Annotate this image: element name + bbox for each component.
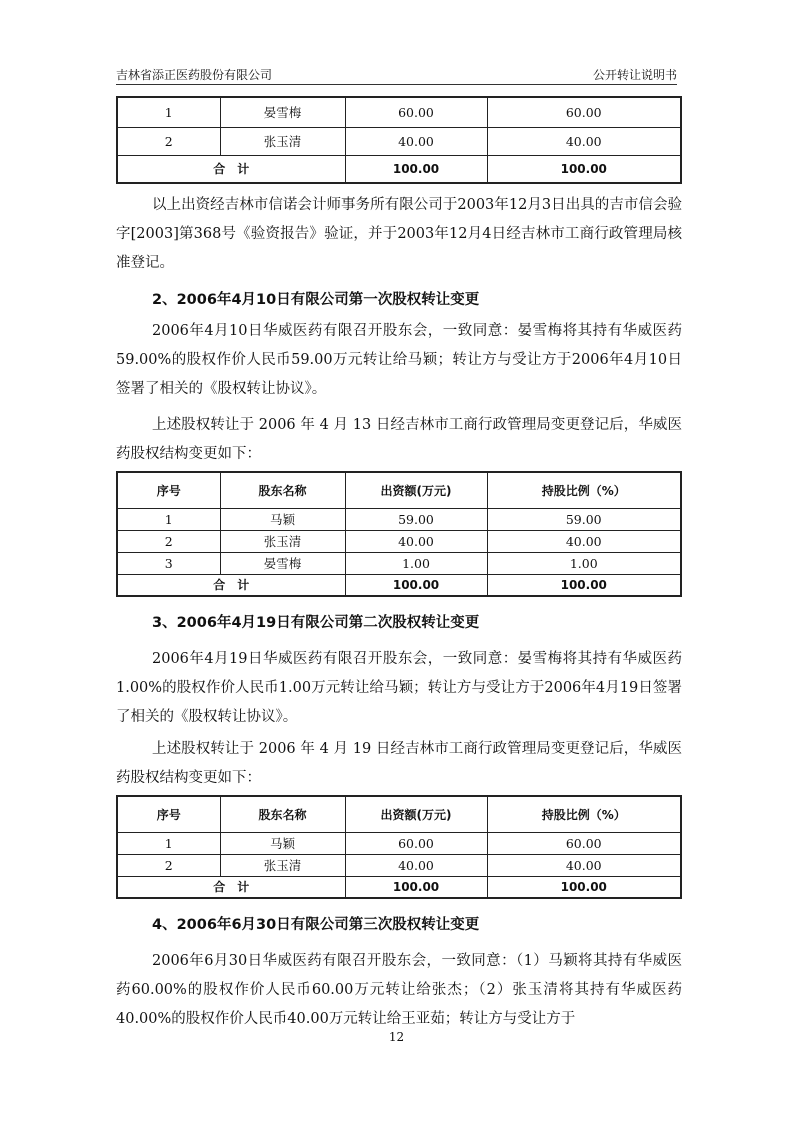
table-total-row: [117, 876, 681, 898]
total-ratio: 100.00: [487, 876, 681, 898]
cell-capital: 59.00: [345, 508, 487, 530]
cell-capital: 40.00: [345, 127, 487, 155]
total-label: 合 计: [117, 574, 345, 596]
table-row: [117, 552, 681, 574]
header-no: 序号: [117, 796, 220, 832]
cell-capital: 40.00: [345, 530, 487, 552]
table-row: [117, 832, 681, 854]
table-shareholders-after-first-transfer: [116, 471, 682, 597]
cell-ratio: 60.00: [487, 832, 681, 854]
table-shareholders-after-second-transfer: [116, 795, 682, 899]
table-row: [117, 854, 681, 876]
header-name: 股东名称: [220, 796, 345, 832]
section-heading-first-transfer: 2、2006年4月10日有限公司第一次股权转让变更: [152, 292, 480, 308]
total-ratio: 100.00: [487, 155, 681, 183]
header-name: 股东名称: [220, 472, 345, 508]
paragraph-capital-verification: 以上出资经吉林市信诺会计师事务所有限公司于2003年12月3日出具的吉市信会验字[2003]第368号《验资报告》验证，并于2003年12月4日经吉林市工商行政管理局核准登记。: [116, 197, 682, 271]
cell-ratio: 40.00: [487, 530, 681, 552]
paragraph-second-transfer: 2006年4月19日华威医药有限召开股东会，一致同意：晏雪梅将其持有华威医药1.00%的股权作价人民币1.00万元转让给马颖；转让方与受让方于2006年4月19日签署了相关的《股权转让协议》。: [116, 651, 682, 725]
table-row: [117, 97, 681, 127]
table-total-row: [117, 574, 681, 596]
cell-no: 2: [117, 127, 220, 155]
header-ratio: 持股比例（%）: [487, 796, 681, 832]
cell-capital: 60.00: [345, 832, 487, 854]
total-capital: 100.00: [345, 574, 487, 596]
page-number: 12: [388, 1030, 405, 1044]
table-row: [117, 530, 681, 552]
cell-name: 马颖: [220, 832, 345, 854]
total-capital: 100.00: [345, 876, 487, 898]
table-total-row: [117, 155, 681, 183]
cell-no: 1: [117, 832, 220, 854]
paragraph-second-transfer-registration: 上述股权转让于 2006 年 4 月 19 日经吉林市工商行政管理局变更登记后，华威医药股权结构变更如下：: [116, 741, 682, 786]
table-row: [117, 508, 681, 530]
header-ratio: 持股比例（%）: [487, 472, 681, 508]
cell-name: 张玉清: [220, 127, 345, 155]
cell-name: 晏雪梅: [220, 552, 345, 574]
cell-name: 张玉清: [220, 530, 345, 552]
paragraph-first-transfer-registration: 上述股权转让于 2006 年 4 月 13 日经吉林市工商行政管理局变更登记后，华威医药股权结构变更如下：: [116, 417, 682, 462]
header-company: 吉林省添正医药股份有限公司: [116, 68, 273, 82]
cell-no: 1: [117, 97, 220, 127]
table-shareholders-initial: [116, 96, 682, 184]
cell-capital: 40.00: [345, 854, 487, 876]
cell-name: 晏雪梅: [220, 97, 345, 127]
paragraph-third-transfer: 2006年6月30日华威医药有限召开股东会，一致同意：（1）马颖将其持有华威医药60.00%的股权作价人民币60.00万元转让给张杰；（2）张玉清将其持有华威医药40.00%的股权作价人民币40.00万元转让给王亚茹；转让方与受让方于: [116, 953, 682, 1027]
total-capital: 100.00: [345, 155, 487, 183]
cell-ratio: 40.00: [487, 127, 681, 155]
cell-name: 马颖: [220, 508, 345, 530]
page-header: [116, 64, 677, 85]
cell-no: 1: [117, 508, 220, 530]
cell-name: 张玉清: [220, 854, 345, 876]
cell-capital: 1.00: [345, 552, 487, 574]
table-header-row: [117, 796, 681, 832]
cell-no: 2: [117, 530, 220, 552]
cell-ratio: 59.00: [487, 508, 681, 530]
header-capital: 出资额(万元): [345, 796, 487, 832]
total-label: 合 计: [117, 876, 345, 898]
total-ratio: 100.00: [487, 574, 681, 596]
table-row: [117, 127, 681, 155]
cell-ratio: 60.00: [487, 97, 681, 127]
header-capital: 出资额(万元): [345, 472, 487, 508]
table-header-row: [117, 472, 681, 508]
cell-no: 2: [117, 854, 220, 876]
header-no: 序号: [117, 472, 220, 508]
header-doc-title: 公开转让说明书: [592, 68, 677, 82]
cell-ratio: 40.00: [487, 854, 681, 876]
paragraph-first-transfer: 2006年4月10日华威医药有限召开股东会，一致同意：晏雪梅将其持有华威医药59.00%的股权作价人民币59.00万元转让给马颖；转让方与受让方于2006年4月10日签署了相关的《股权转让协议》。: [116, 323, 682, 397]
section-heading-third-transfer: 4、2006年6月30日有限公司第三次股权转让变更: [152, 917, 480, 933]
cell-no: 3: [117, 552, 220, 574]
section-heading-second-transfer: 3、2006年4月19日有限公司第二次股权转让变更: [152, 615, 480, 631]
cell-capital: 60.00: [345, 97, 487, 127]
total-label: 合 计: [117, 155, 345, 183]
cell-ratio: 1.00: [487, 552, 681, 574]
